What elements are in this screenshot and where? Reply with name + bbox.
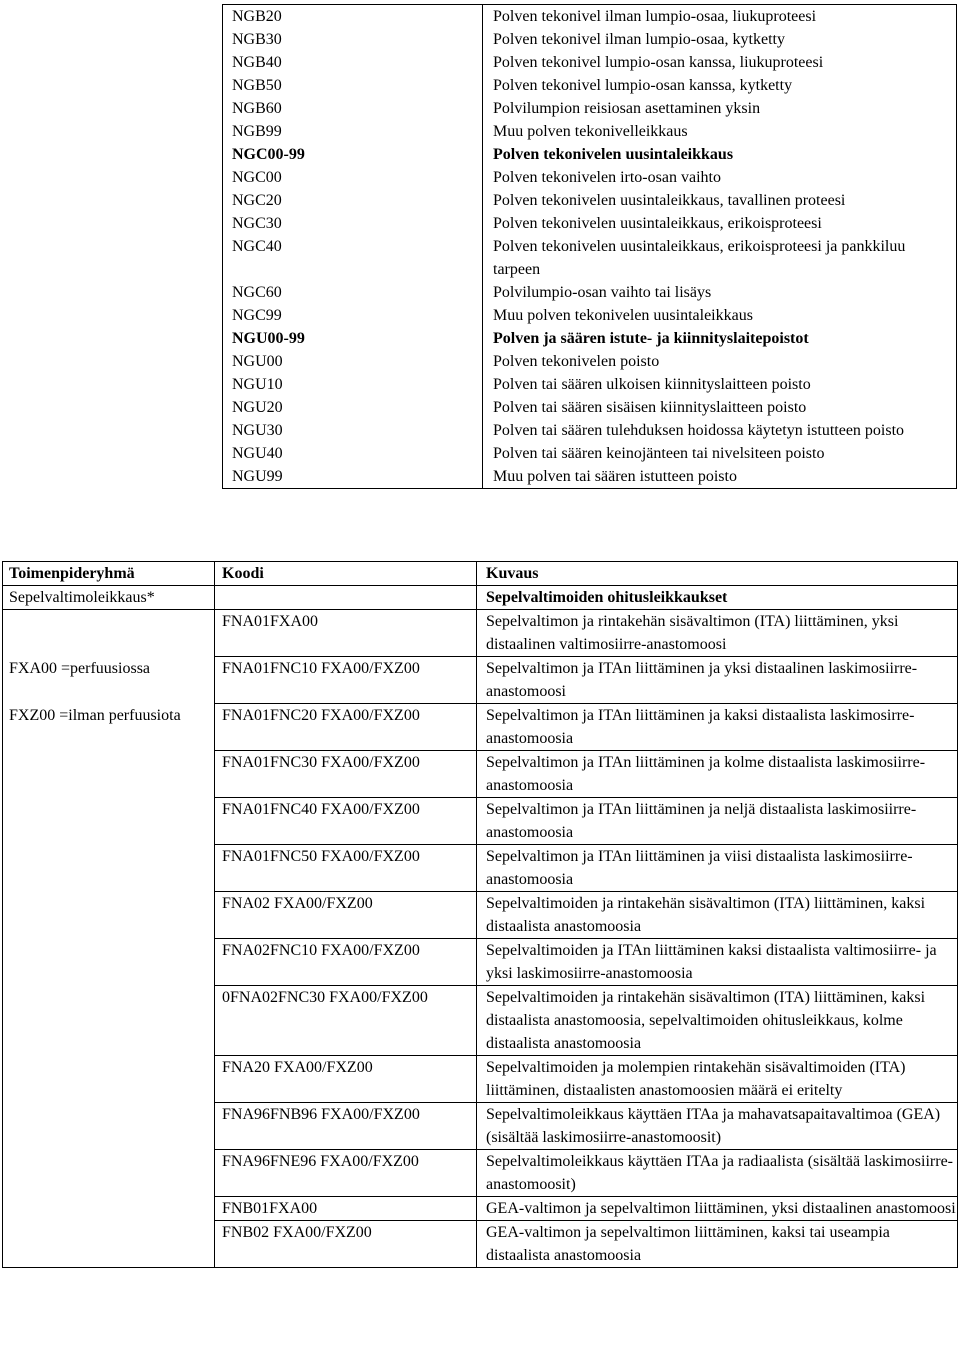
procedure-group <box>3 610 215 657</box>
procedure-description: Polven tai säären tulehduksen hoidossa käytetyn istutteen poisto <box>483 419 957 442</box>
table-row <box>223 465 957 489</box>
procedure-code: NGB99 <box>223 120 483 143</box>
procedure-description: Sepelvaltimoleikkaus käyttäen ITAa ja radiaalista (sisältää laskimosiirre-anastomoosit) <box>477 1150 958 1197</box>
table-row <box>3 1103 958 1150</box>
procedure-group <box>3 1197 215 1221</box>
table-row <box>223 350 957 373</box>
table-row <box>3 798 958 845</box>
table-row <box>3 986 958 1056</box>
procedure-description: Polvilumpion reisiosan asettaminen yksin <box>483 97 957 120</box>
procedure-description: Sepelvaltimoleikkaus käyttäen ITAa ja mahavatsapaitavaltimoa (GEA) (sisältää laskimosiirre-anastomoosit) <box>477 1103 958 1150</box>
procedure-description: Muu polven tekonivelen uusintaleikkaus <box>483 304 957 327</box>
procedure-code: NGU10 <box>223 373 483 396</box>
procedure-code: NGC00 <box>223 166 483 189</box>
section-code-empty <box>215 586 477 610</box>
procedure-code: FNA01FNC30 FXA00/FXZ00 <box>215 751 477 798</box>
procedure-code: NGB30 <box>223 28 483 51</box>
table-row <box>223 419 957 442</box>
procedure-code: NGU00 <box>223 350 483 373</box>
procedure-code: 0FNA02FNC30 FXA00/FXZ00 <box>215 986 477 1056</box>
procedure-group <box>3 939 215 986</box>
table-row <box>3 845 958 892</box>
table-row <box>223 5 957 29</box>
table-row <box>3 1197 958 1221</box>
procedure-group <box>3 1150 215 1197</box>
procedure-description: GEA-valtimon ja sepelvaltimon liittäminen, kaksi tai useampia distaalista anastomoosia <box>477 1221 958 1268</box>
table-row <box>223 189 957 212</box>
table-row <box>223 442 957 465</box>
table-row <box>223 281 957 304</box>
procedure-description: Sepelvaltimoiden ja molempien rintakehän sisävaltimoiden (ITA) liittäminen, distaalisten anastomoosien määrä ei eritelty <box>477 1056 958 1103</box>
procedure-description: Polven tekonivelen uusintaleikkaus, erikoisproteesi <box>483 212 957 235</box>
procedure-code: FNA01FNC40 FXA00/FXZ00 <box>215 798 477 845</box>
procedure-code: FNB01FXA00 <box>215 1197 477 1221</box>
procedure-code: FNA01FNC10 FXA00/FXZ00 <box>215 657 477 704</box>
procedure-description: Polven tekonivelen irto-osan vaihto <box>483 166 957 189</box>
procedure-description: Sepelvaltimon ja ITAn liittäminen ja kolme distaalista laskimosiirre-anastomoosia <box>477 751 958 798</box>
procedure-description: Polven tekonivelen uusintaleikkaus <box>483 143 957 166</box>
procedure-group <box>3 892 215 939</box>
procedure-description: Polven ja säären istute- ja kiinnityslaitepoistot <box>483 327 957 350</box>
procedure-code: NGC99 <box>223 304 483 327</box>
table-row <box>223 143 957 166</box>
table-row <box>3 939 958 986</box>
section-title: Sepelvaltimoiden ohitusleikkaukset <box>477 586 958 610</box>
procedure-code: NGU30 <box>223 419 483 442</box>
table-row <box>3 892 958 939</box>
procedure-code: FNA02FNC10 FXA00/FXZ00 <box>215 939 477 986</box>
procedure-code: NGC00-99 <box>223 143 483 166</box>
procedure-code: FNA96FNE96 FXA00/FXZ00 <box>215 1150 477 1197</box>
procedure-description: Polvilumpio-osan vaihto tai lisäys <box>483 281 957 304</box>
table-row <box>223 304 957 327</box>
table-row <box>3 751 958 798</box>
procedure-code: FNA02 FXA00/FXZ00 <box>215 892 477 939</box>
table-row <box>3 1056 958 1103</box>
procedure-group: FXA00 =perfuusiossa <box>3 657 215 704</box>
procedure-code: NGU99 <box>223 465 483 489</box>
procedure-code: NGB40 <box>223 51 483 74</box>
procedure-description: Sepelvaltimoiden ja ITAn liittäminen kaksi distaalista valtimosiirre- ja yksi laskimosiirre-anastomoosia <box>477 939 958 986</box>
procedure-code: FNB02 FXA00/FXZ00 <box>215 1221 477 1268</box>
table-row <box>223 327 957 350</box>
procedure-description: Sepelvaltimoiden ja rintakehän sisävaltimon (ITA) liittäminen, kaksi distaalista anastomoosia <box>477 892 958 939</box>
procedure-group <box>3 798 215 845</box>
procedure-description: Polven tekonivel ilman lumpio-osaa, kytketty <box>483 28 957 51</box>
procedure-description: Polven tai säären keinojänteen tai nivelsiteen poisto <box>483 442 957 465</box>
bypass-procedure-table <box>2 561 958 1268</box>
procedure-code: NGU00-99 <box>223 327 483 350</box>
procedure-description: Muu polven tekonivelleikkaus <box>483 120 957 143</box>
procedure-description: Sepelvaltimon ja ITAn liittäminen ja yksi distaalinen laskimosiirre-anastomoosi <box>477 657 958 704</box>
procedure-description: Polven tai säären sisäisen kiinnityslaitteen poisto <box>483 396 957 419</box>
procedure-description: Polven tekonivel ilman lumpio-osaa, liukuproteesi <box>483 5 957 29</box>
procedure-code: NGU40 <box>223 442 483 465</box>
procedure-group <box>3 986 215 1056</box>
procedure-description: Polven tekonivelen poisto <box>483 350 957 373</box>
procedure-group <box>3 845 215 892</box>
procedure-code: FNA96FNB96 FXA00/FXZ00 <box>215 1103 477 1150</box>
procedure-group <box>3 1103 215 1150</box>
procedure-group <box>3 1221 215 1268</box>
procedure-description: Polven tekonivel lumpio-osan kanssa, liukuproteesi <box>483 51 957 74</box>
procedure-description: Sepelvaltimon ja rintakehän sisävaltimon (ITA) liittäminen, yksi distaalinen valtimosiirre-anastomoosi <box>477 610 958 657</box>
section-row <box>3 586 958 610</box>
table-row <box>223 120 957 143</box>
table-row <box>223 28 957 51</box>
procedure-description: Sepelvaltimon ja ITAn liittäminen ja neljä distaalista laskimosiirre-anastomoosia <box>477 798 958 845</box>
table-row <box>223 97 957 120</box>
code-column-header: Koodi <box>215 562 477 586</box>
procedure-code: NGU20 <box>223 396 483 419</box>
table-row <box>3 1150 958 1197</box>
table-row <box>223 373 957 396</box>
table-row <box>3 1221 958 1268</box>
table-row <box>223 51 957 74</box>
procedure-code: FNA01FNC20 FXA00/FXZ00 <box>215 704 477 751</box>
group-column-header: Toimenpideryhmä <box>3 562 215 586</box>
table-row <box>3 610 958 657</box>
procedure-group: FXZ00 =ilman perfuusiota <box>3 704 215 751</box>
procedure-code: NGC40 <box>223 235 483 281</box>
table-row <box>223 74 957 97</box>
procedure-description: Sepelvaltimoiden ja rintakehän sisävaltimon (ITA) liittäminen, kaksi distaalista anastomoosia, sepelvaltimoiden ohitusleikkaus, kolme distaalista anastomoosia <box>477 986 958 1056</box>
section-group: Sepelvaltimoleikkaus* <box>3 586 215 610</box>
procedure-code: FNA01FXA00 <box>215 610 477 657</box>
table-row <box>223 212 957 235</box>
procedure-description: Sepelvaltimon ja ITAn liittäminen ja viisi distaalista laskimosiirre-anastomoosia <box>477 845 958 892</box>
description-column-header: Kuvaus <box>477 562 958 586</box>
procedure-description: Polven tekonivelen uusintaleikkaus, tavallinen proteesi <box>483 189 957 212</box>
procedure-description: Sepelvaltimon ja ITAn liittäminen ja kaksi distaalista laskimosirre-anastomoosia <box>477 704 958 751</box>
procedure-code: NGB50 <box>223 74 483 97</box>
table-row <box>223 396 957 419</box>
procedure-group <box>3 1056 215 1103</box>
procedure-description: GEA-valtimon ja sepelvaltimon liittäminen, yksi distaalinen anastomoosi <box>477 1197 958 1221</box>
procedure-description: Muu polven tai säären istutteen poisto <box>483 465 957 489</box>
header-row <box>3 562 958 586</box>
procedure-description: Polven tai säären ulkoisen kiinnityslaitteen poisto <box>483 373 957 396</box>
procedure-code: NGC20 <box>223 189 483 212</box>
procedure-code: FNA20 FXA00/FXZ00 <box>215 1056 477 1103</box>
table-row <box>223 166 957 189</box>
procedure-code: NGC30 <box>223 212 483 235</box>
procedure-description: Polven tekonivel lumpio-osan kanssa, kytketty <box>483 74 957 97</box>
procedure-code: NGC60 <box>223 281 483 304</box>
table-row <box>223 235 957 281</box>
procedure-group <box>3 751 215 798</box>
table-row <box>3 657 958 704</box>
top-procedure-table <box>222 4 957 489</box>
procedure-description: Polven tekonivelen uusintaleikkaus, erikoisproteesi ja pankkiluu tarpeen <box>483 235 957 281</box>
table-row <box>3 704 958 751</box>
procedure-code: NGB60 <box>223 97 483 120</box>
procedure-code: NGB20 <box>223 5 483 29</box>
procedure-code: FNA01FNC50 FXA00/FXZ00 <box>215 845 477 892</box>
